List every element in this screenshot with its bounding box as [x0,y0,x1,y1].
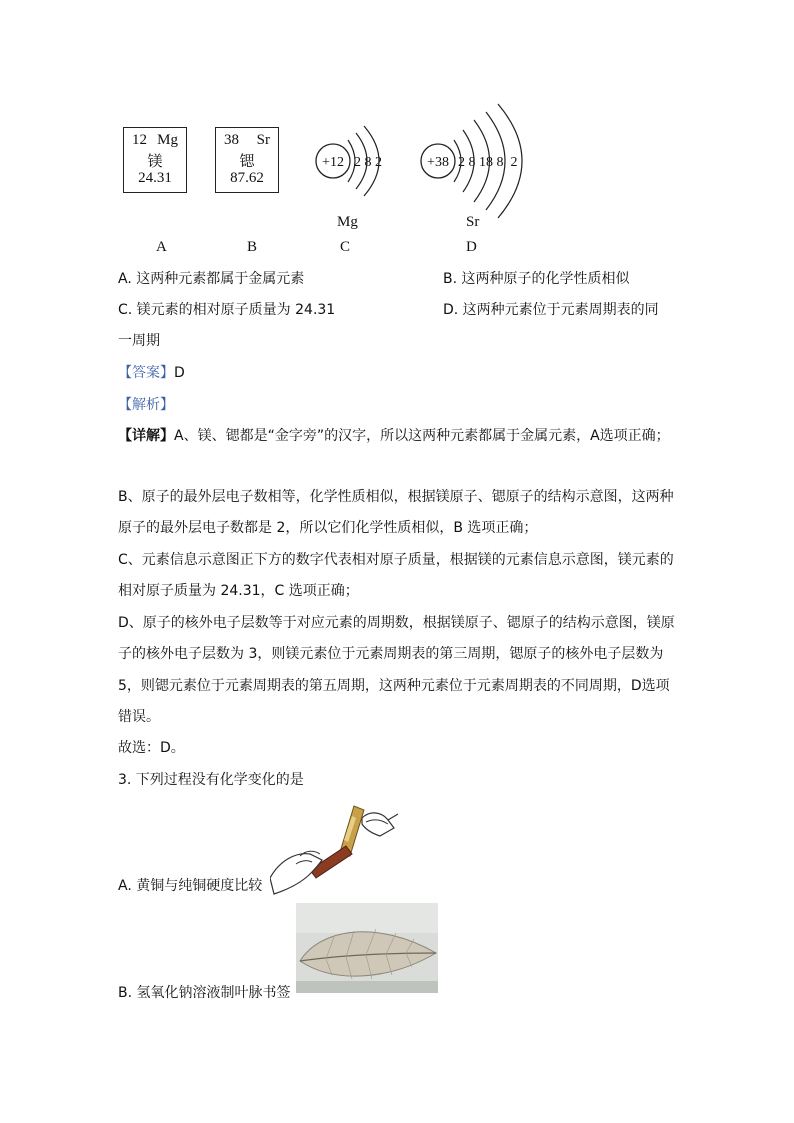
detail-tag: 【详解】 [118,428,174,444]
detail-text: A、镁、锶都是“金字旁”的汉字，所以这两种元素都属于金属元素，A选项正确； [174,428,670,444]
sr-shell-numbers: 2 8 18 8 2 [458,155,518,170]
atomic-structure-diagrams [0,0,794,260]
sr-atom-label: Sr [466,214,480,230]
atomic-number: 12 [132,132,147,148]
detail-line-b2: 原子的最外层电子数都是 2，所以它们化学性质相似，B 选项正确； [118,520,538,536]
element-symbol: Sr [256,132,270,148]
brass-copper-comparison-illustration [270,800,400,900]
detail-line-d4: 错误。 [118,709,160,725]
leaf-skeleton-photo [296,903,438,993]
option-b: B. 这两种原子的化学性质相似 [443,271,630,287]
element-name: 锶 [239,154,255,170]
question-3-option-b: B. 氢氧化钠溶液制叶脉书签 [118,985,291,1001]
figure-label-a: A [156,239,167,255]
conclusion-line: 故选：D。 [118,740,185,756]
answer-line [118,363,185,383]
detail-line-d1: D、原子的核外电子层数等于对应元素的周期数，根据镁原子、锶原子的结构示意图，镁原 [118,615,675,631]
figure-label-b: B [247,239,258,255]
atomic-mass: 87.62 [230,170,264,186]
answer-value: D [174,365,185,381]
detail-line-c1: C、元素信息示意图正下方的数字代表相对原子质量，根据镁的元素信息示意图，镁元素的 [118,552,674,568]
mg-atom-label: Mg [337,214,358,230]
sr-nucleus-label: +38 [427,155,449,170]
detail-line-d2: 子的核外电子层数为 3，则镁元素位于元素周期表的第三周期，锶原子的核外电子层数为 [118,646,664,662]
element-name: 镁 [147,154,163,170]
detail-line-b1: B、原子的最外层电子数相等，化学性质相似，根据镁原子、锶原子的结构示意图，这两种 [118,489,674,505]
detail-line-a [118,426,670,446]
question-3-title: 3. 下列过程没有化学变化的是 [118,772,304,788]
detail-line-d3: 5，则锶元素位于元素周期表的第五周期，这两种元素位于元素周期表的不同周期，D选项 [118,678,670,694]
mg-shell-numbers: 2 8 2 [354,155,382,170]
option-d-line2: 一周期 [118,333,160,349]
option-a: A. 这两种元素都属于金属元素 [118,271,305,287]
atomic-mass: 24.31 [138,170,172,186]
mg-nucleus-label: +12 [322,155,344,170]
question-3-option-a: A. 黄铜与纯铜硬度比较 [118,878,263,894]
figure-label-c: C [340,239,351,255]
element-symbol: Mg [157,132,178,148]
atomic-number: 38 [224,132,239,148]
figure-label-d: D [466,239,477,255]
option-d-line1: D. 这两种元素位于元素周期表的同 [443,302,659,318]
option-c: C. 镁元素的相对原子质量为 24.31 [118,302,336,318]
answer-tag: 【答案】 [118,365,174,381]
detail-line-c2: 相对原子质量为 24.31，C 选项正确； [118,583,359,599]
analysis-tag: 【解析】 [118,397,174,413]
